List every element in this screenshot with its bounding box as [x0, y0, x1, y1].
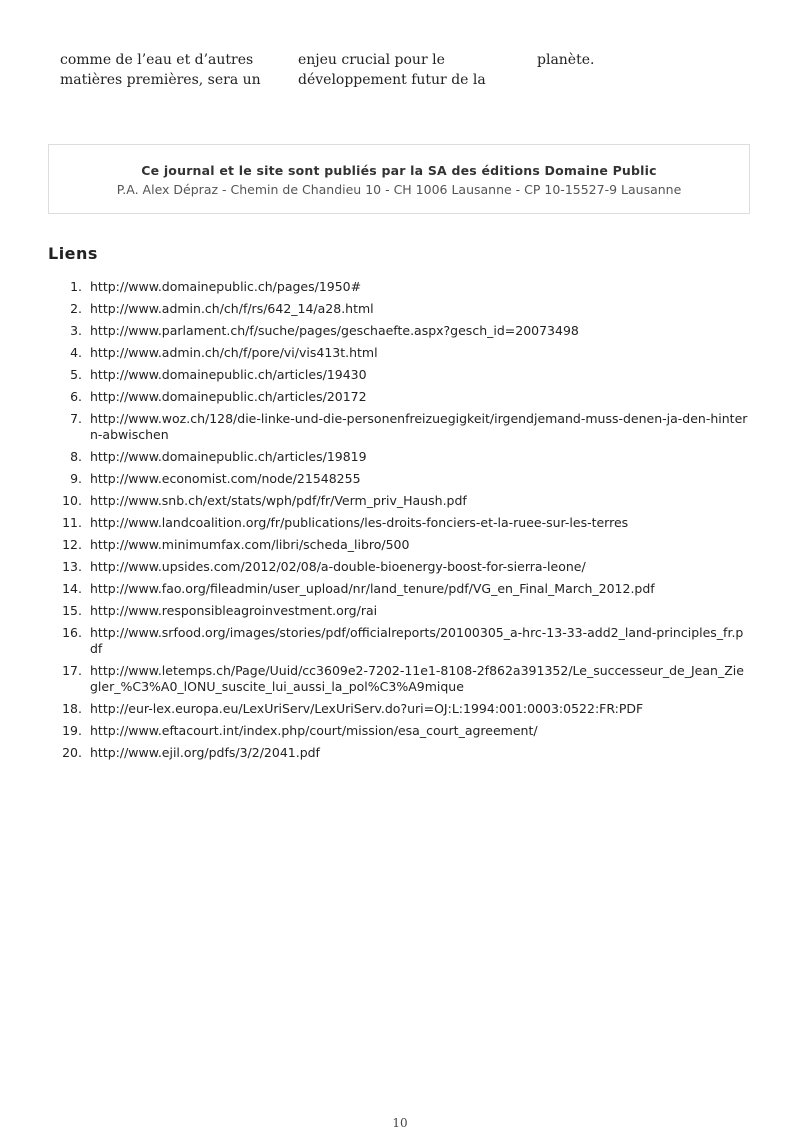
article-line: enjeu crucial pour le	[298, 52, 445, 68]
link-url[interactable]: http://www.admin.ch/ch/f/rs/642_14/a28.html	[90, 301, 374, 316]
link-url[interactable]: http://www.minimumfax.com/libri/scheda_libro/500	[90, 537, 410, 552]
link-url[interactable]: http://eur-lex.europa.eu/LexUriServ/LexUriServ.do?uri=OJ:L:1994:001:0003:0522:FR:PDF	[90, 701, 644, 716]
link-list-item	[48, 515, 748, 531]
links-list	[48, 279, 748, 767]
link-url[interactable]: http://www.economist.com/node/21548255	[90, 471, 361, 486]
link-number: 15.	[62, 603, 82, 618]
article-column-1	[60, 50, 280, 90]
link-url[interactable]: http://www.domainepublic.ch/articles/19819	[90, 449, 367, 464]
link-list-item	[48, 625, 748, 657]
link-number: 2.	[70, 301, 82, 316]
link-number: 5.	[70, 367, 82, 382]
link-list-item	[48, 367, 748, 383]
link-url[interactable]: http://www.srfood.org/images/stories/pdf/officialreports/20100305_a-hrc-13-33-add2_land-principles_fr.pdf	[90, 625, 744, 656]
link-number: 12.	[62, 537, 82, 552]
link-url[interactable]: http://www.ejil.org/pdfs/3/2/2041.pdf	[90, 745, 320, 760]
link-list-item	[48, 559, 748, 575]
link-list-item	[48, 701, 748, 717]
link-url[interactable]: http://www.landcoalition.org/fr/publications/les-droits-fonciers-et-la-ruee-sur-les-terres	[90, 515, 629, 530]
link-url[interactable]: http://www.domainepublic.ch/articles/19430	[90, 367, 367, 382]
article-line: planète.	[537, 52, 595, 68]
link-list-item	[48, 493, 748, 509]
link-list-item	[48, 581, 748, 597]
link-number: 20.	[62, 745, 82, 760]
link-list-item	[48, 603, 748, 619]
link-number: 19.	[62, 723, 82, 738]
link-number: 1.	[70, 279, 82, 294]
link-number: 4.	[70, 345, 82, 360]
link-number: 3.	[70, 323, 82, 338]
article-line: matières premières, sera un	[60, 72, 261, 88]
link-url[interactable]: http://www.responsibleagroinvestment.org/rai	[90, 603, 378, 618]
link-url[interactable]: http://www.parlament.ch/f/suche/pages/geschaefte.aspx?gesch_id=20073498	[90, 323, 579, 338]
link-list-item	[48, 449, 748, 465]
publisher-info-box	[48, 144, 750, 214]
page-number: 10	[392, 1116, 408, 1130]
link-url[interactable]: http://www.woz.ch/128/die-linke-und-die-personenfreizuegigkeit/irgendjemand-muss-denen-ja-den-hintern-abwischen	[90, 411, 748, 442]
link-list-item	[48, 537, 748, 553]
article-line: comme de l’eau et d’autres	[60, 52, 254, 68]
link-list-item	[48, 471, 748, 487]
link-url[interactable]: http://www.upsides.com/2012/02/08/a-double-bioenergy-boost-for-sierra-leone/	[90, 559, 586, 574]
link-url[interactable]: http://www.letemps.ch/Page/Uuid/cc3609e2-7202-11e1-8108-2f862a391352/Le_successeur_de_Jean_Ziegler_%C3%A0_lONU_suscite_lui_aussi_la_pol%C3%A9mique	[90, 663, 744, 694]
link-list-item	[48, 663, 748, 695]
link-number: 17.	[62, 663, 82, 678]
link-number: 11.	[62, 515, 82, 530]
link-list-item	[48, 279, 748, 295]
link-list-item	[48, 723, 748, 739]
link-list-item	[48, 745, 748, 761]
link-number: 18.	[62, 701, 82, 716]
link-list-item	[48, 345, 748, 361]
link-number: 6.	[70, 389, 82, 404]
link-list-item	[48, 389, 748, 405]
link-url[interactable]: http://www.domainepublic.ch/articles/20172	[90, 389, 367, 404]
link-url[interactable]: http://www.fao.org/fileadmin/user_upload/nr/land_tenure/pdf/VG_en_Final_March_2012.pdf	[90, 581, 655, 596]
link-number: 13.	[62, 559, 82, 574]
article-column-3	[537, 50, 757, 70]
link-number: 9.	[70, 471, 82, 486]
link-number: 16.	[62, 625, 82, 640]
link-number: 14.	[62, 581, 82, 596]
link-number: 7.	[70, 411, 82, 426]
link-list-item	[48, 323, 748, 339]
link-number: 10.	[62, 493, 82, 508]
publisher-address: P.A. Alex Dépraz - Chemin de Chandieu 10 - CH 1006 Lausanne - CP 10-15527-9 Lausanne	[116, 182, 682, 197]
link-url[interactable]: http://www.admin.ch/ch/f/pore/vi/vis413t.html	[90, 345, 378, 360]
publisher-title: Ce journal et le site sont publiés par la SA des éditions Domaine Public	[141, 163, 657, 178]
link-number: 8.	[70, 449, 82, 464]
link-list-item	[48, 301, 748, 317]
link-list-item	[48, 411, 748, 443]
link-url[interactable]: http://www.eftacourt.int/index.php/court/mission/esa_court_agreement/	[90, 723, 538, 738]
article-line: développement futur de la	[298, 72, 486, 88]
article-column-2	[298, 50, 518, 90]
link-url[interactable]: http://www.snb.ch/ext/stats/wph/pdf/fr/Verm_priv_Haush.pdf	[90, 493, 467, 508]
link-url[interactable]: http://www.domainepublic.ch/pages/1950#	[90, 279, 362, 294]
links-heading: Liens	[48, 244, 98, 263]
